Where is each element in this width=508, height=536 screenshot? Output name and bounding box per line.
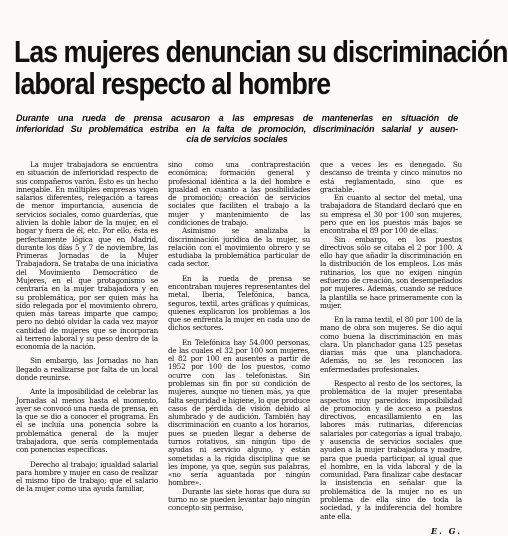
body-column-1	[16, 161, 158, 535]
paragraph: que a veces les es denegado. Su descanso de treinta y cinco minutos no está reglamentado, sino que es graciable.	[320, 160, 462, 194]
paragraph: Ante la imposibilidad de celebrar las Jornadas al menos hasta el momento, ayer se convocó una rueda de prensa, en la que se dio a conocer el programa. En él se incluía una ponencia sobre la problemática general de la mujer trabajadora, que sería complementada con ponencias específicas.	[16, 387, 158, 455]
subtitle-line-3: cia de servicios sociales	[186, 134, 288, 145]
paragraph: En Telefónica hay 54.000 personas, de las cuales el 32 por 100 son mujeres, el 82 por 100 en ausentes a partir de 1952 por 100 de los puestos, como ocurre con las telefonistas. Sin problemas sin fin por su condición de mujeres, aunque no tienen más, ya que falta seguridad e higiene, lo que produce casos de pérdida de visión debido al alumbrado y de audición. También hay discriminación en cuanto a los horarios, pues se pueden llegar a deberse de turnos rotativos, sin ningún tipo de ayudas ni servicio alguno, y están sometidas a la rígida disciplina que se les impone, ya que, según sus palabras, «no sería aguantada por ningún hombre».	[168, 337, 310, 488]
paragraph: sino como una contraprestación económica; formación general y profesional idéntica a la del hombre e igualdad en cuanto a las posibilidades de promoción; creación de servicios sociales que faciliten el trabajo a la mujer y mantenimiento de las condiciones de trabajo.	[168, 160, 310, 227]
article-headline	[14, 34, 508, 101]
subtitle-line-1: Durante una rueda de prensa acusaron a las empresas de mantenerlas en situación de	[16, 113, 458, 123]
paragraph: Respecto al resto de los sectores, la problemática de la mujer presentaba aspectos muy parecidos: imposibilidad de promoción y de acceso a puestos directivos, encasillamiento en las labores más rutinarias, diferencias salariales por categorías a igual trabajo, y ausencia de servicios sociales que ayuden a la mujer trabajadora y madre, para que pueda participar, al igual que el hombre, en la vida laboral y de la comunidad. Para finalizar cabe destacar la insistencia en señalar que la problemática de la mujer no es un problema de ella sino de toda la sociedad, y la indiferencia del hombre ante ella.	[320, 379, 462, 521]
paragraph: La mujer trabajadora se encuentra en situación de inferioridad respecto de sus compañeros varón. Esto es un hecho innegable. En múltiples empresas vigen salarios diferentes, relegación a tareas de menor importancia, ausencia de servicios sociales, como guarderías, que alivien la doble labor de la mujer, en el hogar y fuera de él, etc. Por ello, ésta es perfectamente lógica que en Madrid, durante los días 5 y 7 de noviembre, las Primeras Jornadas de la Mujer Trabajadora. Se trataba de una iniciativa del Movimiento Democrático de Mujeres, en el que protagonismo se centraría en la mujer trabajadora y en su problemática, por ser quien más ha sido relegada por el movimiento obrero, quien más tareas imparte que campo; pero no debió olvidar la cada vez mayor cantidad de mujeres que se incorporan al terreno laboral y su peso dentro de la economía de la nación.	[16, 160, 158, 352]
author-signature: E. G.	[431, 525, 462, 536]
headline-line-1: Las mujeres denuncian su discriminación	[14, 34, 508, 69]
body-column-3	[320, 161, 462, 535]
paragraph: Derecho al trabajo; igualdad salarial para hombre y mujer en caso de realizar el mismo tipo de trabajo; que el salario de la mujer como una ayuda familiar,	[16, 459, 158, 494]
body-column-2	[168, 161, 310, 535]
paragraph: Asimismo se analizaba la discriminación jurídica de la mujer, su relación con el movimiento obrero y se estudiaba la problemática particular de cada sector.	[168, 226, 310, 269]
paragraph: Sin embargo, en los puestos directivos sólo se citaba el 2 por 100. A ello hay que añadir la discriminación en la distribución de los empleos. Los más rutinarios, los que no exigen ningún esfuerzo de creación, son desempeñados por mujeres. Además, cuando se reduce la plantilla se hace primeramente con la mujer.	[320, 234, 462, 310]
headline-line-2: laboral respecto al hombre	[14, 66, 331, 101]
article-body	[16, 160, 462, 536]
article-subtitle	[16, 113, 458, 145]
paragraph: En la rama textil, el 80 por 100 de la mano de obra son mujeres. Se dio aquí como buena la discriminación en más clara. Un planchador gana 125 pesetas diarias más que una planchadora. Además, no se les reconocen las enfermedades profesionales.	[320, 315, 462, 374]
paragraph: Sin embargo, las Jornadas no han llegado a realizarse por falta de un local donde reunirse.	[16, 356, 158, 383]
subtitle-line-2: inferioridad Su problemática estriba en la falta de promoción, discriminación salarial y ausen-	[16, 123, 458, 134]
paragraph: En la rueda de prensa se encontraban mujeres representantes del metal, Iberia, Telefónica, banca, seguros, textil, artes gráficas y químicas, quienes explicaron los problemas a los que se enfrenta la mujer en cada uno de dichos sectores.	[168, 273, 310, 333]
paragraph: Durante las siete horas que dura su turno no se pueden levantar bajo ningún concepto sin permiso,	[168, 486, 310, 513]
paragraph: En cuanto al sector del metal, una trabajadora de Standard declaró que en su empresa el 30 por 100 son mujeres, pero que en los puestos más bajos se encontraba el 89 por 100 de ellas.	[320, 193, 462, 236]
